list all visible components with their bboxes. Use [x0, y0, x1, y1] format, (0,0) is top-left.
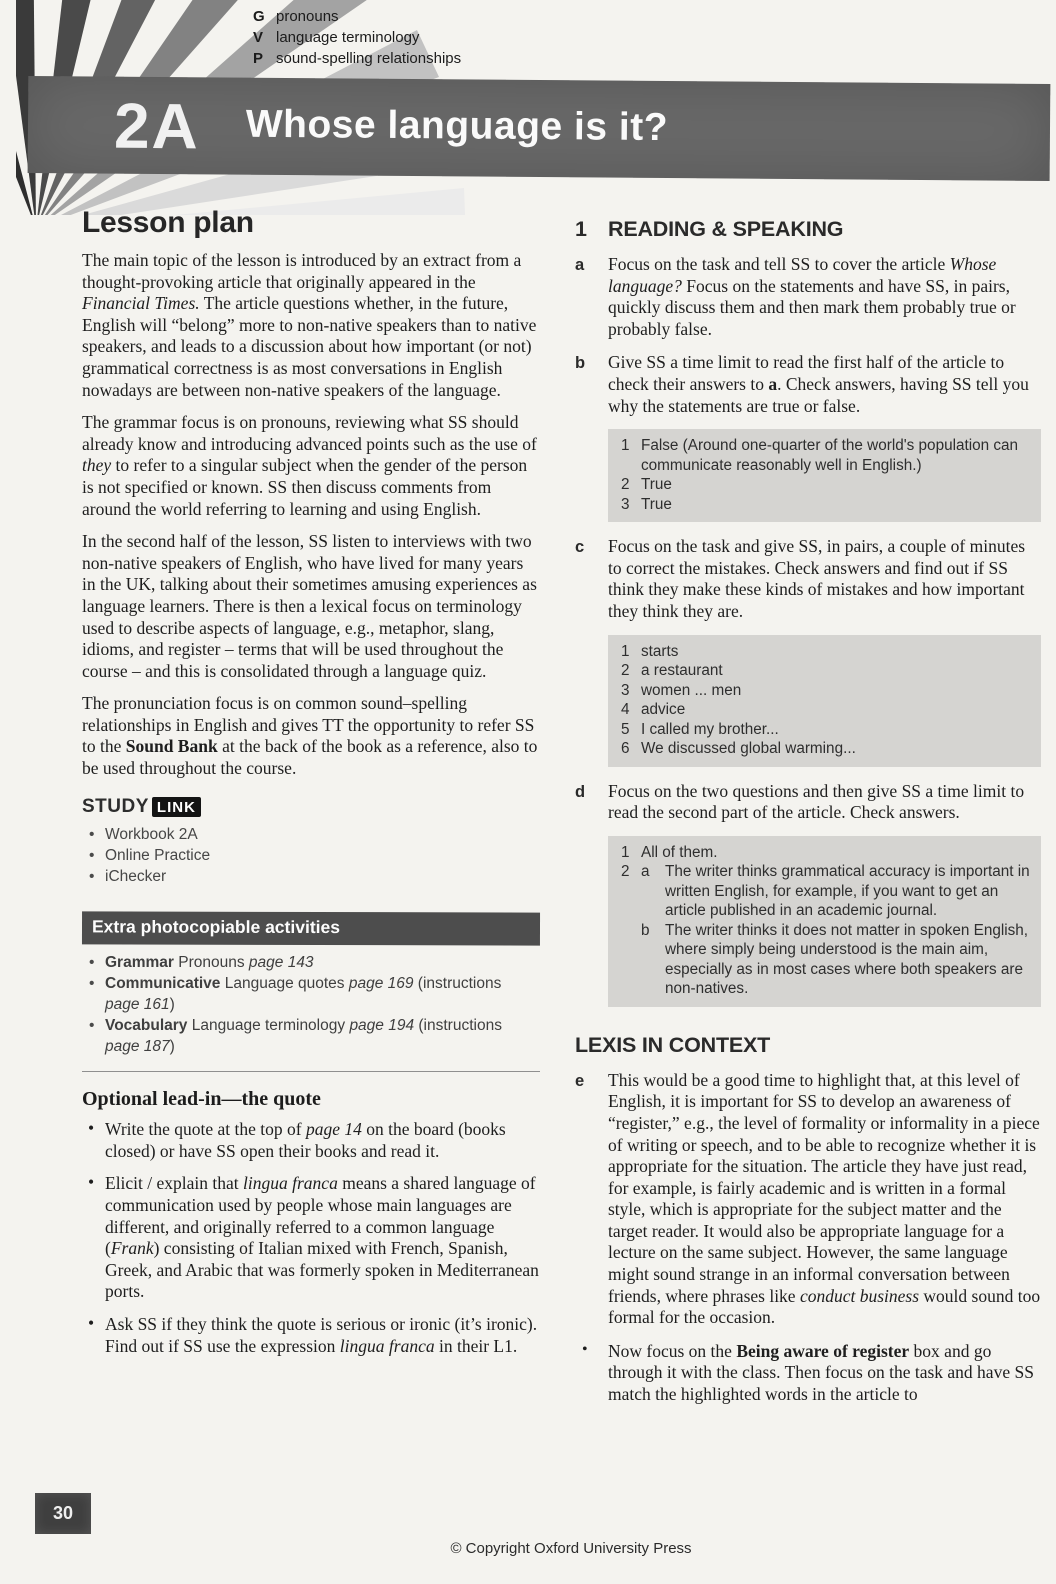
section-number: 1	[575, 217, 587, 241]
optional-leadin-heading: Optional lead-in—the quote	[82, 1088, 321, 1111]
task-item-c	[575, 536, 1041, 622]
answer-number: 1	[621, 437, 630, 455]
extra-activity-item: • Grammar Pronouns page 143	[82, 953, 540, 974]
task-letter: d	[575, 782, 586, 801]
answer-key-box-1	[608, 429, 1041, 522]
focus-key: P	[253, 50, 264, 67]
task-text: Give SS a time limit to read the first half of the article to check their answers to a. Check answers, having SS tell you why the statements are true or false.	[608, 352, 1029, 416]
answer-text: I called my brother...	[641, 720, 779, 738]
task-item-b	[575, 352, 1041, 417]
studylink-item: • iChecker	[82, 867, 540, 887]
answer-number: 6	[621, 740, 630, 758]
answer-text: We discussed global warming...	[641, 740, 856, 758]
answer-number: 1	[621, 642, 630, 660]
answer-text: starts	[641, 642, 679, 660]
answer-number: 1	[621, 843, 630, 861]
task-letter: c	[575, 538, 585, 557]
extra-activities-heading: Extra photocopiable activities	[82, 911, 540, 945]
answer-number: 2	[621, 863, 630, 881]
lesson-plan-paragraph: The grammar focus is on pronouns, reviewing what SS should already know and introducing advanced points such as the use of they to refer to a singular subject when the gender of the person is not specified or known. SS then discuss comments from around the world referring to learning and using English.	[82, 412, 537, 519]
task-letter: b	[575, 354, 586, 373]
focus-key: G	[253, 8, 265, 25]
task-letter: a	[575, 256, 585, 274]
answer-sub-row	[641, 862, 1033, 921]
unit-code: 2A	[113, 89, 201, 162]
unit-title: Whose language is it?	[245, 102, 669, 150]
lesson-focus-list	[253, 6, 461, 69]
studylink-item: • Online Practice	[82, 846, 540, 866]
answer-row	[614, 642, 1033, 662]
answer-key-box-2	[608, 635, 1041, 767]
section-title: READING & SPEAKING	[608, 217, 844, 241]
studylink-item: • Workbook 2A	[82, 825, 540, 845]
focus-pronunciation	[253, 48, 461, 69]
answer-row	[614, 700, 1033, 720]
answer-text: women ... men	[641, 681, 742, 699]
extra-activities-list	[82, 953, 540, 1058]
answer-text: All of them.	[641, 843, 718, 861]
lesson-plan-heading: Lesson plan	[82, 206, 254, 239]
page-number-badge: 30	[35, 1493, 91, 1534]
task-text: This would be a good time to highlight that, at this level of English, it is important for SS to develop an awareness of “register,” e.g., the level of formality or informality in a piece of writing or speech, and to be able to recognize whether it is appropriate for the situation. The article they have just read, for example, is fairly academic and is written in a formal style, which is appropriate for the subject matter and the target reader. It would also be appropriate language for a lecture on the same subject. However, the same language might sound strange in an informal conversation between friends, where phrases like conduct business would sound too formal for the occasion.	[608, 1069, 1041, 1328]
focus-label: sound-spelling relationships	[276, 50, 462, 67]
answer-text: True	[641, 495, 672, 513]
answer-row	[614, 475, 1033, 495]
answer-text: a restaurant	[641, 662, 723, 680]
leadin-bullet: • Elicit / explain that lingua franca means a shared language of communication used by people whose main languages are different, and originally referred to a common language (Frank) consisting of Italian mixed with French, Spanish, Greek, and Arabic that was formerly spoken in Mediterranean ports.	[82, 1173, 540, 1303]
leadin-bullet: • Write the quote at the top of page 14 on the board (books closed) or have SS open their books and read it.	[82, 1119, 540, 1162]
answer-text: True	[641, 476, 672, 494]
studylink-heading	[82, 796, 540, 818]
lesson-plan-paragraph: The pronunciation focus is on common sound–spelling relationships in English and gives TT the opportunity to refer SS to the Sound Bank at the back of the book as a reference, also to be used throughout the course.	[82, 693, 538, 779]
focus-label: pronouns	[276, 8, 339, 25]
studylink-link-badge: LINK	[152, 797, 201, 817]
left-column	[82, 206, 540, 1368]
task-text: Focus on the two questions and then give SS a time limit to read the second part of the article. Check answers.	[608, 780, 1025, 823]
task-letter: e	[575, 1071, 585, 1090]
answer-number: 2	[621, 476, 630, 494]
reading-speaking-heading	[575, 217, 1041, 242]
answer-number: 5	[621, 720, 630, 738]
answer-key-box-3	[608, 836, 1041, 1007]
focus-grammar	[253, 6, 461, 27]
lesson-plan-paragraph: In the second half of the lesson, SS listen to interviews with two non-native speakers of English, who have lived for many years in the UK, talking about their sometimes amusing experiences as language learners. There is then a lexical focus on terminology used to describe aspects of language, e.g., metaphor, slang, idioms, and register – terms that will be used throughout the course – and this is consolidated through a language quiz.	[82, 531, 537, 681]
task-item-d	[575, 781, 1041, 824]
task-text: Focus on the task and tell SS to cover the article Whose language? Focus on the statements and have SS, in pairs, quickly discuss them and then mark them probably true or probably false.	[608, 254, 1016, 339]
answer-text: False (Around one-quarter of the world's population can communicate reasonably well in English.)	[641, 437, 1019, 474]
answer-text: advice	[641, 701, 686, 719]
answer-number: 4	[621, 701, 630, 719]
optional-leadin-list	[82, 1119, 540, 1357]
unit-banner	[28, 76, 1051, 181]
bullet-marker	[575, 1341, 608, 1406]
answer-sub-letter: b	[641, 921, 650, 939]
lesson-plan-paragraph: The main topic of the lesson is introduced by an extract from a thought-provoking article that originally appeared in the Financial Times. The article questions whether, in the future, English will “belong” more to non-native speakers than to native speakers, and leads to a discussion about how important (or not) grammatical correctness is as most conversations in English nowadays are between non-native speakers of the language.	[82, 250, 537, 400]
answer-row	[614, 495, 1033, 515]
answer-row	[614, 661, 1033, 681]
task-item-e	[575, 1070, 1041, 1329]
answer-row	[614, 739, 1033, 759]
answer-row	[614, 843, 1033, 863]
right-column	[575, 217, 1041, 1406]
focus-label: language terminology	[276, 29, 420, 46]
answer-text: The writer thinks grammatical accuracy is important in written English, for example, if you want to get an article published in an academic journal.	[665, 863, 1030, 920]
answer-row	[614, 436, 1033, 475]
task-text: Focus on the task and give SS, in pairs, a couple of minutes to correct the mistakes. Check answers and find out if SS think they make these kinds of mistakes and how important they think they are.	[608, 536, 1026, 621]
extra-activity-item: • Vocabulary Language terminology page 194 (instructions page 187)	[82, 1016, 540, 1057]
leadin-bullet: • Ask SS if they think the quote is serious or ironic (it’s ironic). Find out if SS use the expression lingua franca in their L1.	[82, 1314, 540, 1357]
studylink-list	[82, 825, 540, 887]
task-text: Now focus on the Being aware of register box and go through it with the class. Then focus on the task and have SS match the highlighted words in the article to	[608, 1340, 1034, 1405]
answer-row	[614, 681, 1033, 701]
lexis-bullet-item	[575, 1341, 1041, 1406]
answer-sub-list	[641, 862, 1033, 999]
copyright-notice: © Copyright Oxford University Press	[450, 1540, 692, 1557]
section-divider	[82, 1071, 540, 1072]
task-item-a	[575, 254, 1041, 340]
answer-sub-letter: a	[641, 863, 650, 881]
answer-text: The writer thinks it does not matter in spoken English, where simply being understood is the main aim, especially as in most cases where both speakers are non-natives.	[665, 921, 1029, 998]
answer-row	[614, 862, 1033, 999]
answer-row	[614, 720, 1033, 740]
studylink-study-label: STUDY	[82, 795, 149, 817]
answer-number: 3	[621, 681, 630, 699]
lexis-in-context-heading: LEXIS IN CONTEXT	[575, 1032, 771, 1057]
focus-vocabulary	[253, 27, 461, 48]
answer-number: 3	[621, 495, 630, 513]
extra-activity-item: • Communicative Language quotes page 169 (instructions page 161)	[82, 974, 540, 1015]
answer-number: 2	[621, 662, 630, 680]
answer-sub-row	[641, 921, 1033, 999]
focus-key: V	[253, 29, 264, 46]
